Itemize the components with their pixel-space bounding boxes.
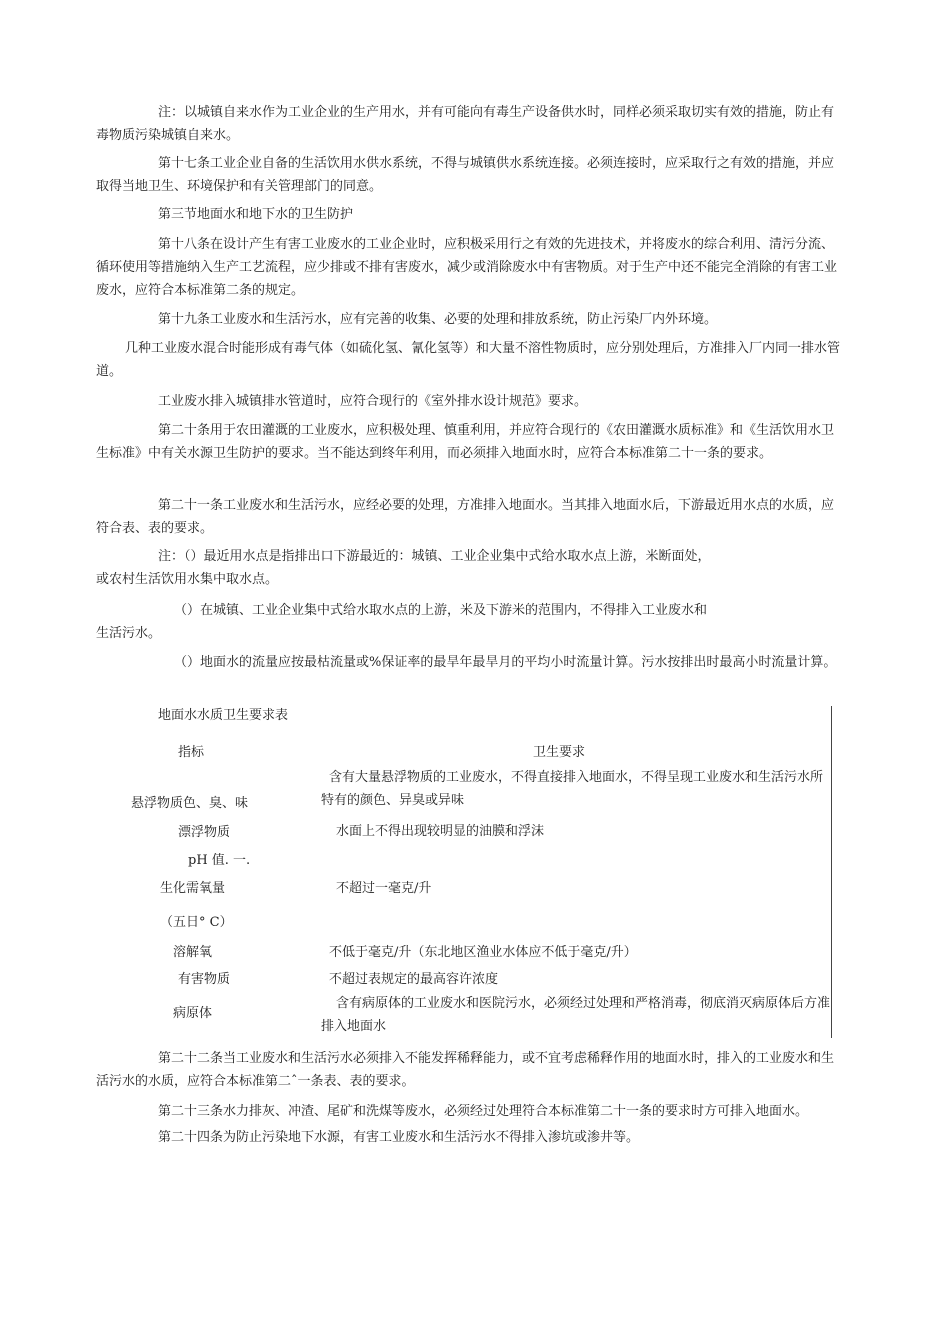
- header-requirement: 卫生要求: [533, 745, 586, 760]
- article-22: 第二十二条当工业废水和生活污水必须排入不能发挥稀释能力，或不宜考虑稀释作用的地面水时，排入的工业废水和生活污水的水质，应符合本标准第二ˆ一条表、表的要求。: [96, 1051, 835, 1089]
- article-23: 第二十三条水力排灰、冲渣、尾矿和洗煤等废水，必须经过处理符合本标准第二十一条的要求时方可排入地面水。: [158, 1104, 809, 1119]
- table-title: 地面水水质卫生要求表: [158, 708, 289, 723]
- table-right-border: [831, 706, 832, 1038]
- article-24: 第二十四条为防止污染地下水源，有害工业废水和生活污水不得排入渗坑或渗井等。: [158, 1130, 640, 1145]
- row-ph-label: pH 值. 一.: [188, 853, 251, 868]
- article-19: 第十九条工业废水和生活污水，应有完善的收集、必要的处理和排放系统，防止污染厂内外环境。: [158, 312, 718, 327]
- article-21: 第二十一条工业废水和生活污水，应经必要的处理，方准排入地面水。当其排入地面水后，下游最近用水点的水质，应符合表、表的要求。: [96, 498, 835, 536]
- article-17: 第十七条工业企业自备的生活饮用水供水系统，不得与城镇供水系统连接。必须连接时，应采取行之有效的措施，并应取得当地卫生、环境保护和有关管理部门的同意。: [96, 156, 835, 194]
- row-do-label: 溶解氧: [173, 945, 213, 960]
- article-18: 第十八条在设计产生有害工业废水的工业企业时，应积极采用行之有效的先进技术，并将废水的综合利用、清污分流、循环使用等措施纳入生产工艺流程，应少排或不排有害废水，减少或消除废水中有害物质。对于生产中还不能完全消除的有害工业废水，应符合本标准第二条的规定。: [96, 237, 838, 298]
- row-do-text: 不低于毫克/升（东北地区渔业水体应不低于毫克/升）: [329, 945, 637, 960]
- header-indicator: 指标: [178, 745, 205, 760]
- row-bod-text: 不超过一毫克/升: [336, 881, 432, 896]
- row-bod-label: 生化需氧量: [160, 881, 226, 896]
- note-1-line-2: 或农村生活饮用水集中取水点。: [96, 572, 279, 587]
- note-3: （）地面水的流量应按最枯流量或%保证率的最旱年最旱月的平均小时流量计算。污水按排出时最高小时流量计算。: [174, 655, 837, 670]
- row-suspended-text: 含有大量悬浮物质的工业废水，不得直接排入地面水，不得呈现工业废水和生活污水所特有的颜色、异臭或异味: [321, 770, 824, 808]
- mixed-wastewater-paragraph: 几种工业废水混合时能形成有毒气体（如硫化氢、氰化氢等）和大量不溶性物质时，应分别处理后，方准排入厂内同一排水管道。: [96, 341, 841, 379]
- row-bod-sub: （五日° C）: [160, 915, 233, 930]
- row-harmful-text: 不超过表规定的最高容许浓度: [329, 972, 499, 987]
- row-floating-label: 漂浮物质: [178, 825, 231, 840]
- article-20: 第二十条用于农田灌溉的工业废水，应积极处理、慎重利用，并应符合现行的《农田灌溉水质标准》和《生活饮用水卫生标准》中有关水源卫生防护的要求。当不能达到终年利用，而必须排入地面水时，应符合本标准第二十一条的要求。: [96, 423, 835, 461]
- note-2-line-1: （）在城镇、工业企业集中式给水取水点的上游，米及下游米的范围内，不得排入工业废水和: [174, 603, 708, 618]
- note-1-line-1: 注：（）最近用水点是指排出口下游最近的：城镇、工业企业集中式给水取水点上游，米断面处，: [158, 549, 711, 564]
- section-3-heading: 第三节地面水和地下水的卫生防护: [158, 207, 354, 222]
- drainage-paragraph: 工业废水排入城镇排水管道时，应符合现行的《室外排水设计规范》要求。: [158, 394, 588, 409]
- row-floating-text: 水面上不得出现较明显的油膜和浮沫: [336, 824, 545, 839]
- row-harmful-label: 有害物质: [178, 972, 231, 987]
- row-suspended-label: 悬浮物质色、臭、味: [131, 796, 249, 811]
- note-2-line-2: 生活污水。: [96, 626, 162, 641]
- row-pathogen-text: 含有病原体的工业废水和医院污水，必须经过处理和严格消毒，彻底消灭病原体后方准排入地面水: [321, 996, 831, 1034]
- note-tap-water: 注：以城镇自来水作为工业企业的生产用水，并有可能向有毒生产设备供水时，同样必须采取切实有效的措施，防止有毒物质污染城镇自来水。: [96, 105, 835, 143]
- row-pathogen-label: 病原体: [173, 1006, 213, 1021]
